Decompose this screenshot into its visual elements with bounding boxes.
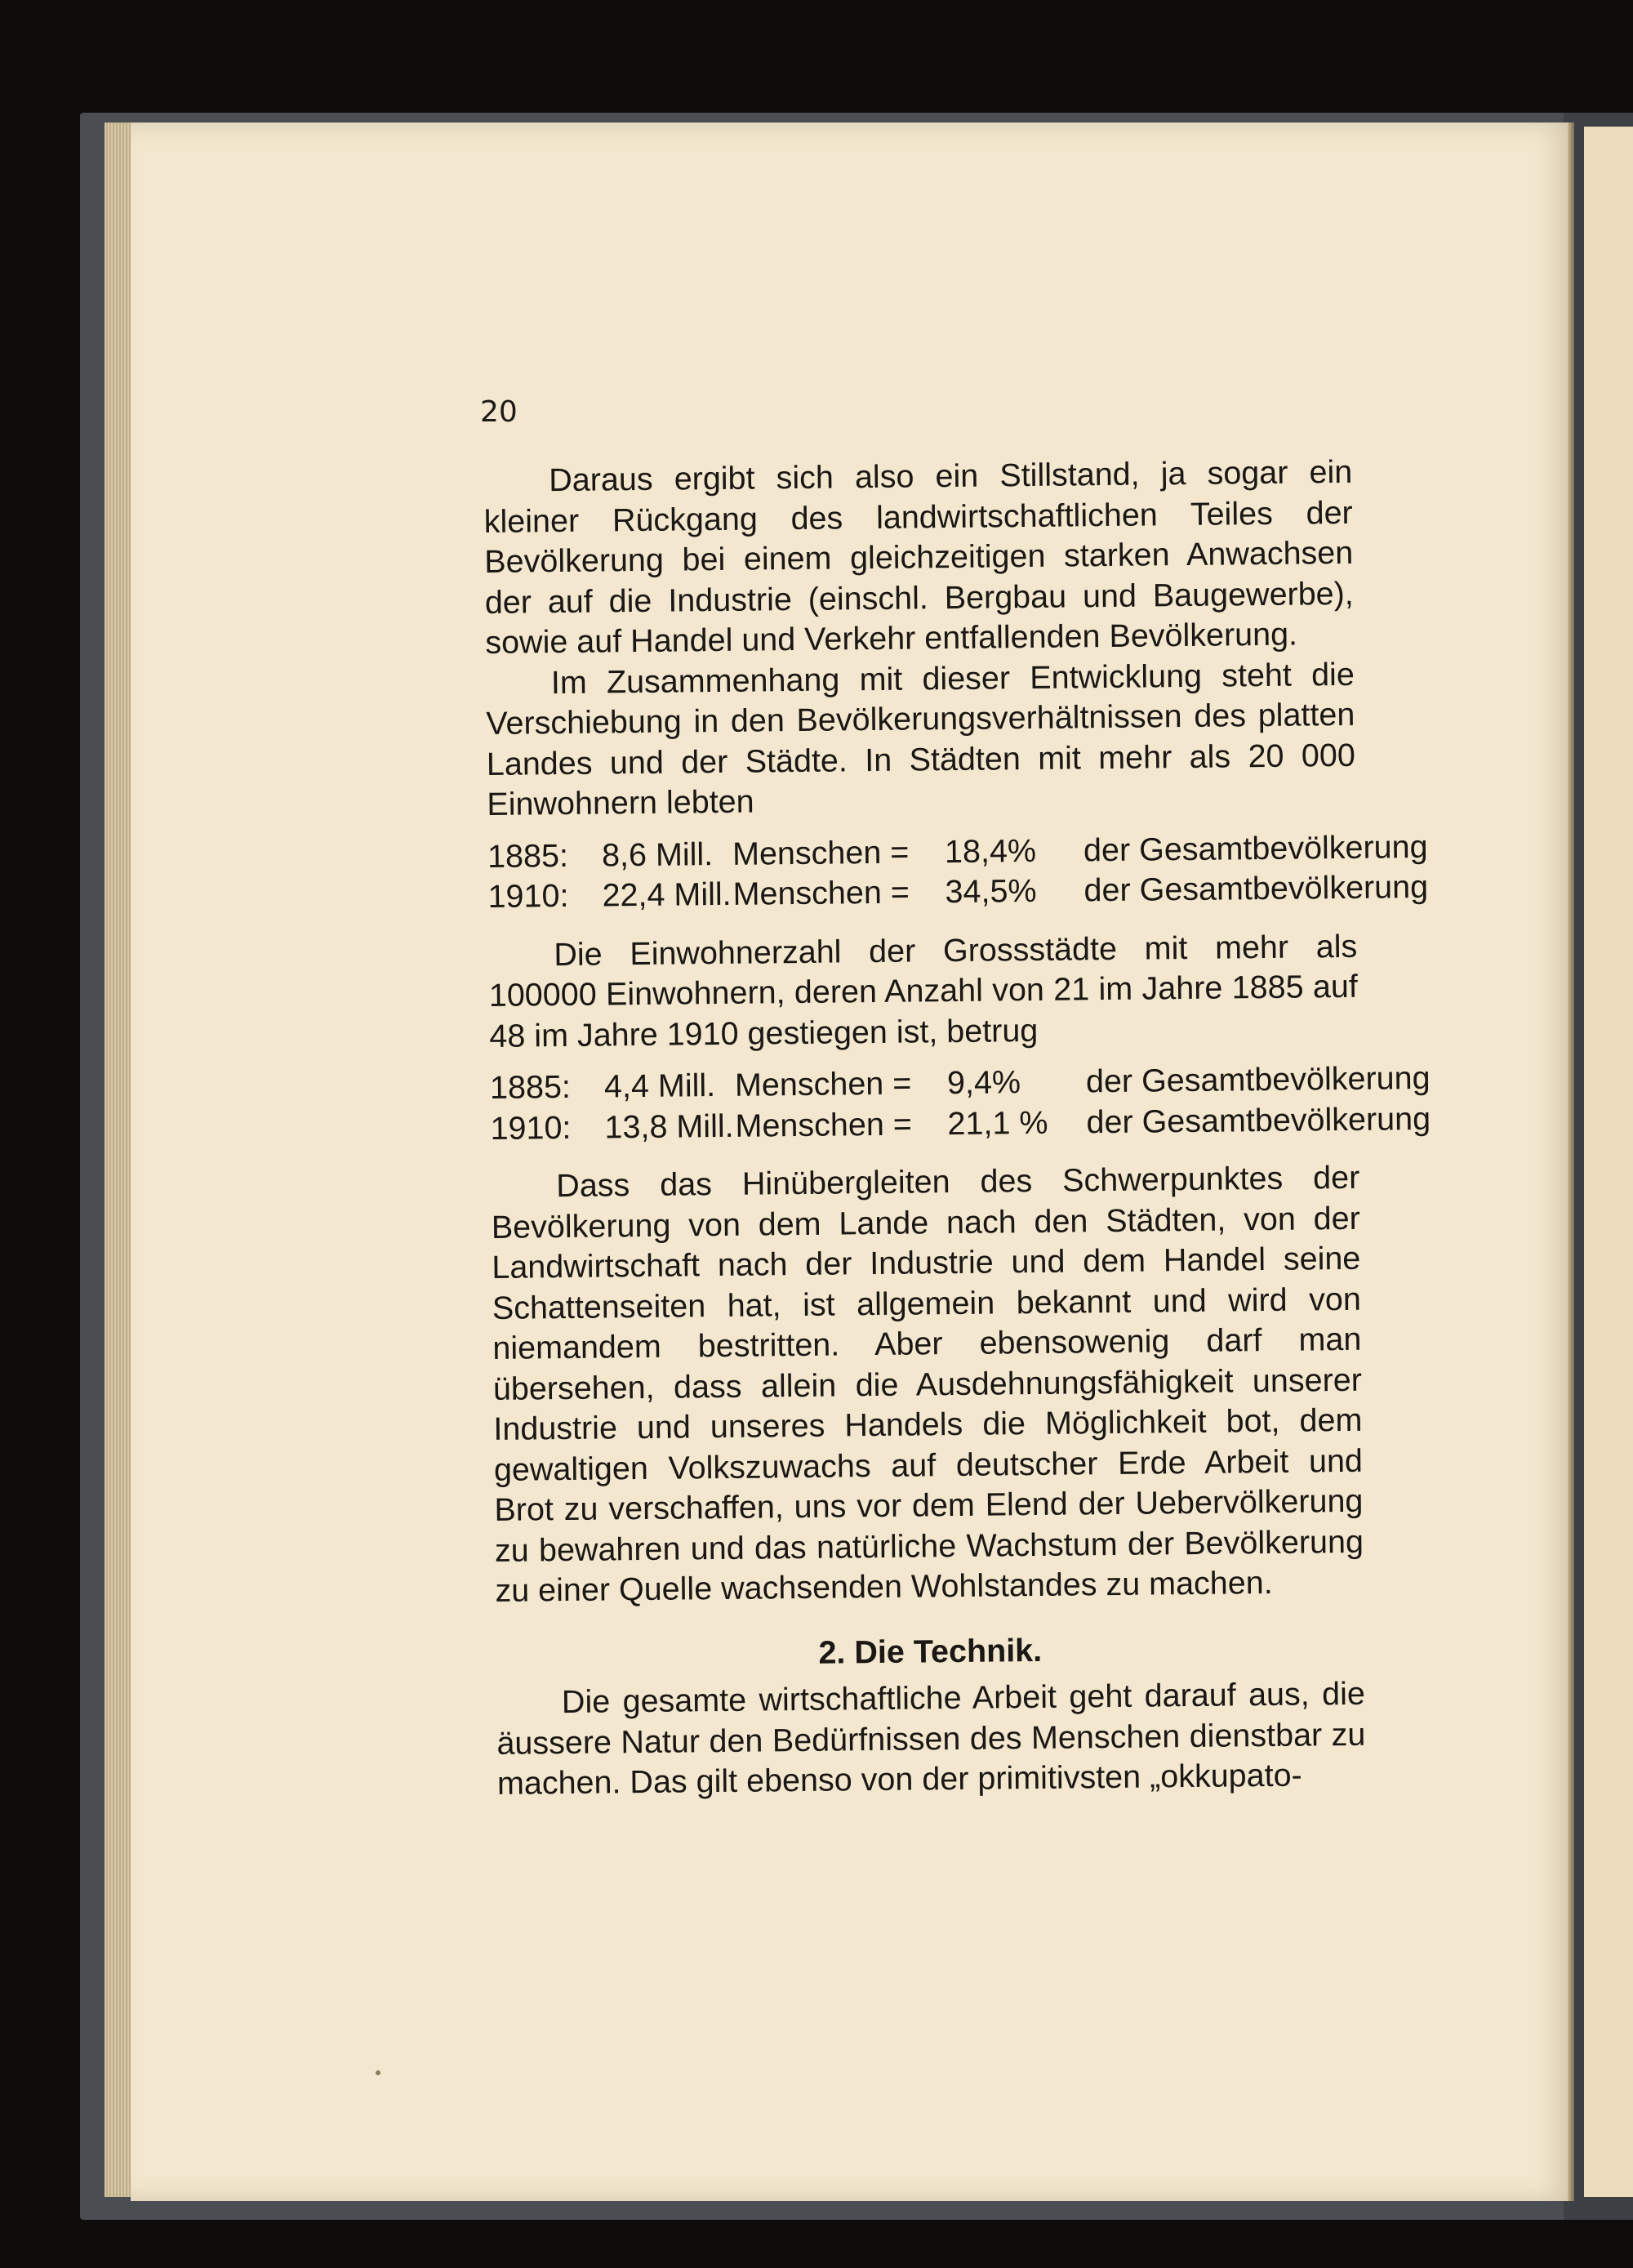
stat-menschen: Menschen = — [732, 874, 910, 912]
stats-table-20000 — [487, 827, 1429, 917]
stat-mill: 22,4 Mill. — [602, 876, 732, 914]
stat-mill: 4,4 Mill. — [603, 1067, 716, 1105]
stat-menschen: Menschen = — [734, 1065, 912, 1103]
next-page-edge — [1584, 127, 1633, 2197]
stat-mill: 13,8 Mill. — [604, 1107, 734, 1145]
stat-rest: der Gesamtbevölkerung — [1083, 868, 1429, 909]
stat-year: 1910: — [487, 877, 569, 915]
stat-rest: der Gesamtbevölkerung — [1085, 1059, 1431, 1100]
paper-spot — [376, 2070, 380, 2075]
stats-row — [487, 868, 1429, 918]
stat-percent: 34,5% — [945, 872, 1037, 911]
stat-menschen: Menschen = — [735, 1106, 913, 1144]
stat-percent: 21,1 % — [947, 1104, 1048, 1142]
section-heading: 2. Die Technik. — [818, 1632, 1043, 1671]
stat-year: 1885: — [487, 837, 569, 875]
paragraph-5: Die gesamte wirtschaftliche Arbeit geht darauf aus, die äussere Natur den Bedürfnissen des Menschen dienstbar zu machen. Das gilt ebenso von der primitivsten „okkupato- — [496, 1675, 1366, 1802]
stat-menschen: Menschen = — [732, 834, 910, 872]
paragraph-1: Daraus ergibt sich also ein Stillstand, ja sogar ein kleiner Rückgang des landwirtschaftlichen Teiles der Bevölkerung bei einem gleichzeitigen starken Anwachsen der auf die Industrie (einschl. Bergbau und Baugewerbe), sowie auf Handel und Verkehr entfallenden Bevölkerung. — [483, 453, 1354, 661]
stat-percent: 9,4% — [946, 1064, 1021, 1102]
stat-rest: der Gesamtbevölkerung — [1083, 828, 1428, 868]
stats-row — [490, 1099, 1431, 1149]
paragraph-3: Die Einwohnerzahl der Grossstädte mit mehr als 100000 Einwohnern, deren Anzahl von 21 im Jahre 1885 auf 48 im Jahre 1910 gestiegen ist, betrug — [488, 928, 1359, 1054]
stat-year: 1910: — [490, 1109, 572, 1147]
page-gutter — [1568, 123, 1574, 2201]
stat-mill: 8,6 Mill. — [601, 835, 714, 874]
stat-year: 1885: — [489, 1068, 572, 1106]
paragraph-4: Dass das Hinübergleiten des Schwerpunktes der Bevölkerung von dem Lande nach den Städten, von der Landwirtschaft nach der Industrie und dem Handel seine Schattenseiten hat, ist allgemein bekannt und wird von niemandem bestritten. Aber ebensowenig darf man übersehen, dass allein die Ausdehnungsfähigkeit unserer Industrie und unseres Handels die Möglichkeit bot, dem gewaltigen Volkszuwachs auf deutscher Erde Arbeit und Brot zu verschaffen, uns vor dem Elend der Uebervölkerung zu bewahren und das natürliche Wachstum der Bevölkerung zu einer Quelle wachsenden Wohlstandes zu machen. — [491, 1159, 1364, 1609]
stat-percent: 18,4% — [944, 832, 1037, 870]
stat-rest: der Gesamtbevölkerung — [1086, 1100, 1431, 1140]
page-number: 20 — [480, 395, 518, 429]
stats-table-100000 — [489, 1059, 1431, 1149]
page-text — [483, 452, 1431, 1805]
paragraph-2: Im Zusammenhang mit dieser Entwicklung steht die Verschiebung in den Bevölkerungsverhältnissen des platten Landes und der Städte. In Städten mit mehr als 20 000 Einwohnern lebten — [486, 656, 1356, 822]
